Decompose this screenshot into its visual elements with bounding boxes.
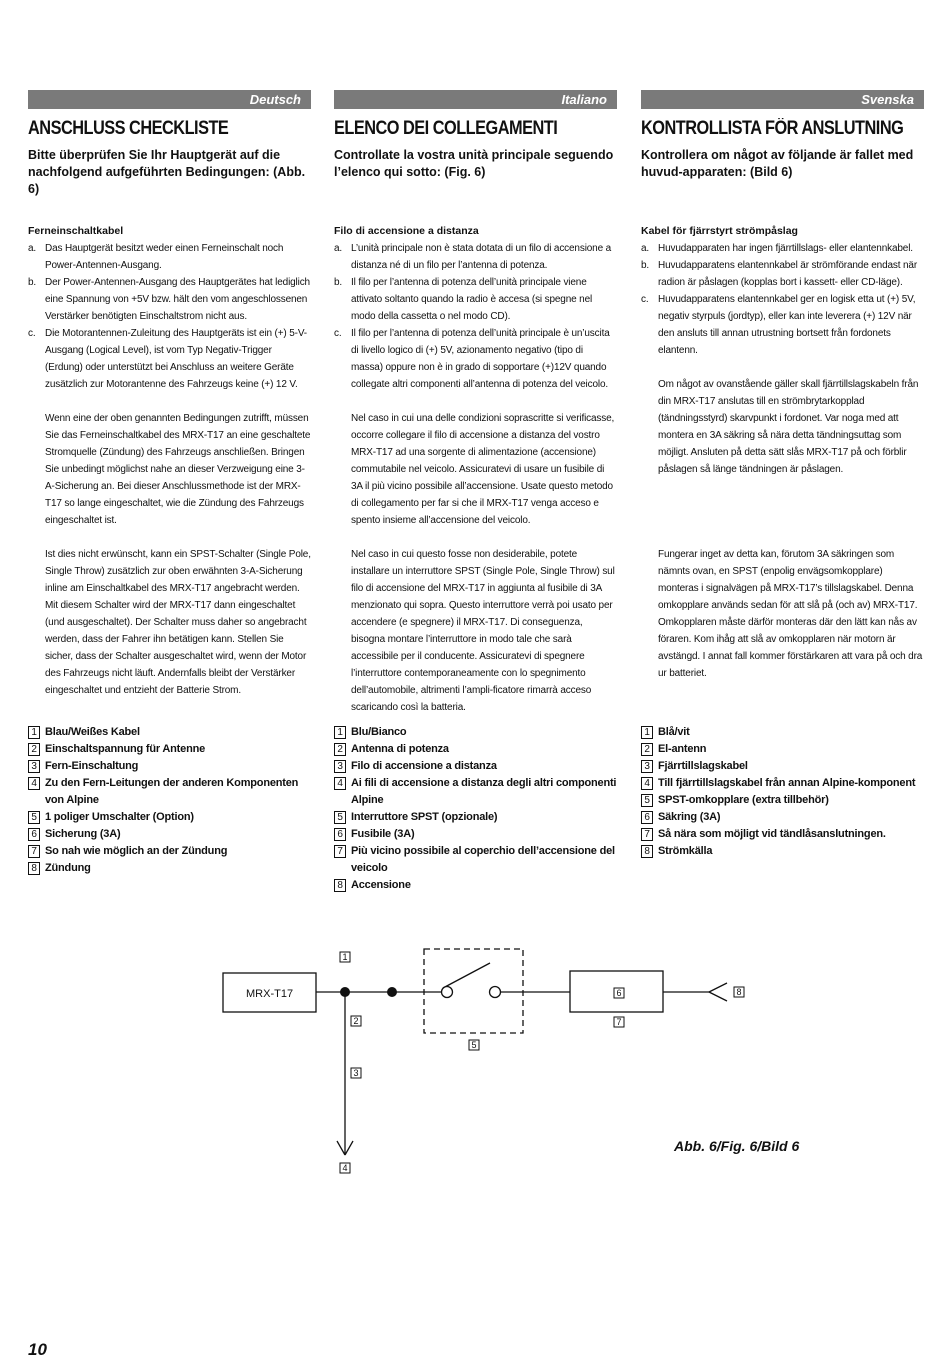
legend-item [28, 843, 311, 860]
wiring-diagram [0, 930, 950, 1180]
legend-item [28, 741, 311, 758]
list-item [641, 257, 924, 291]
list-item [28, 240, 311, 274]
label-text: 7 [616, 1017, 622, 1027]
legend-number: 4 [28, 777, 40, 790]
subsection-heading: Filo di accensione a distanza [334, 225, 479, 237]
list-text: Il filo per l’antenna di potenza dell’unità principale è un’uscita di livello logico di (+) 5V, azionamento negativo (tipo di massa) oppure non è in grado di sopportare (+)12V quando collegate altri componenti all’antenna di potenza del veicolo. [351, 328, 610, 390]
subsection-heading: Kabel för fjärrstyrt strömpåslag [641, 225, 798, 237]
legend-text: Sicherung (3A) [45, 828, 121, 840]
list-marker: b. [641, 260, 650, 271]
legend-number: 4 [334, 777, 346, 790]
legend-text: Filo di accensione a distanza [351, 760, 497, 772]
list-item [641, 240, 924, 257]
legend-item [334, 758, 617, 775]
label-text: 1 [342, 952, 348, 962]
list-marker: a. [28, 243, 37, 254]
legend-item [28, 758, 311, 775]
list-item [28, 274, 311, 325]
section-title: ANSCHLUSS CHECKLISTE [28, 118, 229, 139]
legend-number: 2 [28, 743, 40, 756]
legend-text: Strömkälla [658, 845, 713, 857]
label-text: 5 [471, 1040, 477, 1050]
language-bar: Italiano [334, 90, 617, 109]
legend-text: Accensione [351, 879, 411, 891]
legend-text: Più vicino possibile al coperchio dell’accensione del veicolo [351, 845, 615, 874]
legend-number: 3 [28, 760, 40, 773]
legend-text: Fern-Einschaltung [45, 760, 139, 772]
subsection-heading: Ferneinschaltkabel [28, 225, 124, 237]
column-deutsch [28, 90, 311, 699]
label-7 [614, 1017, 624, 1027]
paragraph: Wenn eine der oben genannten Bedingungen zutrifft, müssen Sie das Ferneinschaltkabel des MRX-T17 an eine geschaltete Stromquelle (Zündung) des Fahrzeugs anschließen. Bringen Sie unbedingt möglichst nahe an dieser Verzweigung eine 3-A-Sicherung an. Bei dieser Anschlussmethode ist der MRX-T17 so lange eingeschaltet, wie die Zündung des Fahrzeugs eingeschaltet ist. [45, 413, 311, 526]
label-text: 2 [353, 1016, 359, 1026]
label-5 [469, 1040, 479, 1050]
legend-text: Fusibile (3A) [351, 828, 415, 840]
legend-list-italiano [334, 724, 617, 894]
list-text: Huvudapparatens elantennkabel ger en logisk etta ut (+) 5V, negativ styrpuls (jordtyp), eller kan inte leverera (+) 12V när den ansluts till annan utrustning bortsett från fordonets elantenn. [658, 294, 916, 356]
down-arrow-left [337, 1141, 345, 1155]
list-marker: b. [28, 277, 37, 288]
list-marker: c. [28, 328, 36, 339]
legend-text: Till fjärrtillslagskabel från annan Alpine-komponent [658, 777, 916, 789]
device-label: MRX-T17 [246, 988, 294, 1000]
ignition-arrow-bottom [709, 992, 727, 1001]
legend-item [641, 792, 924, 809]
list-marker: c. [641, 294, 649, 305]
condition-list [28, 240, 311, 393]
legend-item [334, 809, 617, 826]
legend-item [28, 724, 311, 741]
list-item [28, 325, 311, 393]
legend-text: Antenna di potenza [351, 743, 449, 755]
legend-text: 1 poliger Umschalter (Option) [45, 811, 194, 823]
legend-text: Blu/Bianco [351, 726, 407, 738]
legend-item [334, 775, 617, 809]
legend-item [641, 826, 924, 843]
legend-text: Fjärrtillslagskabel [658, 760, 748, 772]
legend-number: 3 [334, 760, 346, 773]
legend-item [28, 860, 311, 877]
legend-number: 8 [641, 845, 653, 858]
legend-item [334, 741, 617, 758]
legend-text: Blå/vit [658, 726, 690, 738]
label-6 [614, 988, 624, 998]
diagram-lines [223, 949, 727, 1155]
legend-number: 4 [641, 777, 653, 790]
list-text: Der Power-Antennen-Ausgang des Hauptgerätes hat lediglich eine Spannung von +5V bzw. hält den vom angeschlossenen Verstärker benötigten Einschaltstrom nicht aus. [45, 277, 310, 322]
legend-text: Einschaltspannung für Antenne [45, 743, 206, 755]
junction-dot [340, 987, 350, 997]
list-text: L’unità principale non è stata dotata di un filo di accensione a distanza né di un filo per l’antenna di potenza. [351, 243, 612, 271]
label-4 [340, 1163, 350, 1173]
list-marker: a. [334, 243, 343, 254]
switch-lever [443, 963, 490, 988]
legend-number: 3 [641, 760, 653, 773]
section-title: KONTROLLISTA FÖR ANSLUTNING [641, 118, 904, 139]
figure-caption: Abb. 6/Fig. 6/Bild 6 [674, 1138, 800, 1154]
legend-text: Så nära som möjligt vid tändlåsanslutningen. [658, 828, 886, 840]
legend-number: 7 [641, 828, 653, 841]
list-text: Die Motorantennen-Zuleitung des Hauptgeräts ist ein (+) 5-V-Ausgang (Logical Level), ist vom Typ Negativ-Trigger (Erdung) oder unterstützt bei Anschluss an weitere Geräte zusätzlich zur Motorantenne des Fahrzeugs keine (+) 12 V. [45, 328, 307, 390]
legend-text: Säkring (3A) [658, 811, 721, 823]
legend-item [28, 809, 311, 826]
label-text: 6 [616, 988, 622, 998]
paragraph: Nel caso in cui una delle condizioni soprascritte si verificasse, occorre collegare il filo di accensione a distanza del vostro MRX-T17 ad una sorgente di alimentazione (accensione) commutabile nel veicolo. Assicuratevi di usare un fusibile di 3A il più vicino possibile all’accensione. Usate questo metodo di collegamento per far si che il MRX-T17 venga acceso e spento insieme all’accensione del veicolo. [351, 413, 615, 526]
condition-list [641, 240, 924, 359]
down-arrow-right [345, 1141, 353, 1155]
legend-number: 2 [334, 743, 346, 756]
column-italiano [334, 90, 617, 716]
list-text: Huvudapparatens elantennkabel är strömförande endast när radion är påslagen (kopplas bort i kassett- eller CD-läge). [658, 260, 917, 288]
legend-number: 6 [334, 828, 346, 841]
legend-item [641, 741, 924, 758]
legend-number: 1 [641, 726, 653, 739]
legend-number: 1 [28, 726, 40, 739]
condition-list [334, 240, 617, 393]
paragraph: Fungerar inget av detta kan, förutom 3A säkringen som nämnts ovan, en SPST (enpolig envägsomkopplare) monteras i signalvägen på MRX-T17’s tillslagskabel. Denna omkopplare används sedan för att slå på (och av) MRX-T17. Omkopplaren måste därför monteras där den lätt kan nås av föraren. Kom ihåg att slå av omkopplaren när motorn är avstängd. I annat fall kommer förstärkaren att vara på och dra ur batteriet. [658, 549, 923, 679]
list-item [334, 274, 617, 325]
list-marker: a. [641, 243, 650, 254]
legend-text: SPST-omkopplare (extra tillbehör) [658, 794, 829, 806]
legend-number: 5 [641, 794, 653, 807]
paragraph: Om något av ovanstående gäller skall fjärrtillslagskabeln från din MRX-T17 anslutas till en strömbrytarkopplad (tändningsstyrd) skarvpunkt i fordonet. Var noga med att montera en 3A säkring så nära detta tändningsuttag som möjligt. Ansluten på detta sätt slås MRX-T17 på och förblir påslagen så länge tändningen är påslagen. [658, 379, 919, 475]
list-text: Il filo per l’antenna di potenza dell’unità principale viene attivato soltanto quando la radio è accesa (si spegne nel modo della cassetta o nel modo CD). [351, 277, 593, 322]
list-text: Das Hauptgerät besitzt weder einen Ferneinschalt noch Power-Antennen-Ausgang. [45, 243, 284, 271]
section-subtitle: Kontrollera om något av följande är fallet med huvud-apparaten: (Bild 6) [641, 148, 914, 179]
page-number: 10 [28, 1340, 47, 1359]
list-item [334, 240, 617, 274]
legend-list-svenska [641, 724, 924, 860]
legend-text: Zündung [45, 862, 91, 874]
legend-number: 7 [334, 845, 346, 858]
section-subtitle: Controllate la vostra unità principale seguendo l’elenco qui sotto: (Fig. 6) [334, 148, 614, 179]
legend-item [334, 843, 617, 877]
legend-item [641, 775, 924, 792]
legend-text: Blau/Weißes Kabel [45, 726, 140, 738]
label-1 [340, 952, 350, 962]
label-text: 4 [342, 1163, 348, 1173]
list-item [334, 325, 617, 393]
language-bar: Svenska [641, 90, 924, 109]
label-2 [351, 1016, 361, 1026]
legend-number: 1 [334, 726, 346, 739]
legend-number: 8 [28, 862, 40, 875]
legend-item [641, 724, 924, 741]
legend-text: Zu den Fern-Leitungen der anderen Komponenten von Alpine [45, 777, 299, 806]
legend-item [28, 826, 311, 843]
label-text: 8 [736, 987, 742, 997]
legend-number: 5 [28, 811, 40, 824]
legend-item [641, 843, 924, 860]
list-marker: b. [334, 277, 343, 288]
legend-text: Ai fili di accensione a distanza degli altri componenti Alpine [351, 777, 617, 806]
section-title: ELENCO DEI COLLEGAMENTI [334, 118, 558, 139]
list-marker: c. [334, 328, 342, 339]
legend-item [334, 826, 617, 843]
legend-text: El-antenn [658, 743, 707, 755]
legend-item [28, 775, 311, 809]
language-bar: Deutsch [28, 90, 311, 109]
legend-number: 6 [28, 828, 40, 841]
legend-number: 5 [334, 811, 346, 824]
legend-item [641, 809, 924, 826]
legend-text: So nah wie möglich an der Zündung [45, 845, 228, 857]
switch-terminal [442, 987, 453, 998]
legend-number: 6 [641, 811, 653, 824]
legend-number: 7 [28, 845, 40, 858]
section-subtitle: Bitte überprüfen Sie Ihr Hauptgerät auf die nachfolgend aufgeführten Bedingungen: (Abb. 6) [28, 148, 306, 196]
junction-dot [387, 987, 397, 997]
legend-number: 2 [641, 743, 653, 756]
legend-list-deutsch [28, 724, 311, 877]
label-8 [734, 987, 744, 997]
legend-number: 8 [334, 879, 346, 892]
legend-item [334, 877, 617, 894]
switch-dashed-box [424, 949, 523, 1033]
label-3 [351, 1068, 361, 1078]
switch-terminal [490, 987, 501, 998]
legend-text: Interruttore SPST (opzionale) [351, 811, 498, 823]
list-item [641, 291, 924, 359]
paragraph: Ist dies nicht erwünscht, kann ein SPST-Schalter (Single Pole, Single Throw) zusätzlich zur oben erwähnten 3-A-Sicherung inline am Einschaltkabel des MRX-T17 angebracht werden. Mit diesem Schalter wird der MRX-T17 dann eingeschaltet (und ausgeschaltet). Der Schalter muss daher so angebracht werden, dass der Fahrer ihn betätigen kann. Stellen Sie sicher, dass der Schalter ausgeschaltet wird, wenn der Motor des Fahrzeugs nicht läuft. Andernfalls bleibt der Verstärker eingeschaltet und entzieht der Batterie Strom. [45, 549, 311, 696]
column-svenska [641, 90, 924, 682]
legend-item [334, 724, 617, 741]
legend-item [641, 758, 924, 775]
ignition-arrow-top [709, 983, 727, 992]
label-text: 3 [353, 1068, 359, 1078]
paragraph: Nel caso in cui questo fosse non desiderabile, potete installare un interruttore SPST (Single Pole, Single Throw) sul filo di accensione del MRX-T17 in aggiunta al fusibile di 3A menzionato qui sopra. Questo interruttore verrà poi usato per accendere (e spegnere) il MRX-T17. Di conseguenza, bisogna montare l’interruttore in modo tale che sarà accessibile per il conducente. Assicuratevi di spegnere l’interruttore contemporaneamente con lo spegnimento dell’automobile, altrimenti l’ampli-ficatore rimarrà acceso scaricando così la batteria. [351, 549, 615, 713]
list-text: Huvudapparaten har ingen fjärrtillslags- eller elantennkabel. [658, 243, 913, 254]
